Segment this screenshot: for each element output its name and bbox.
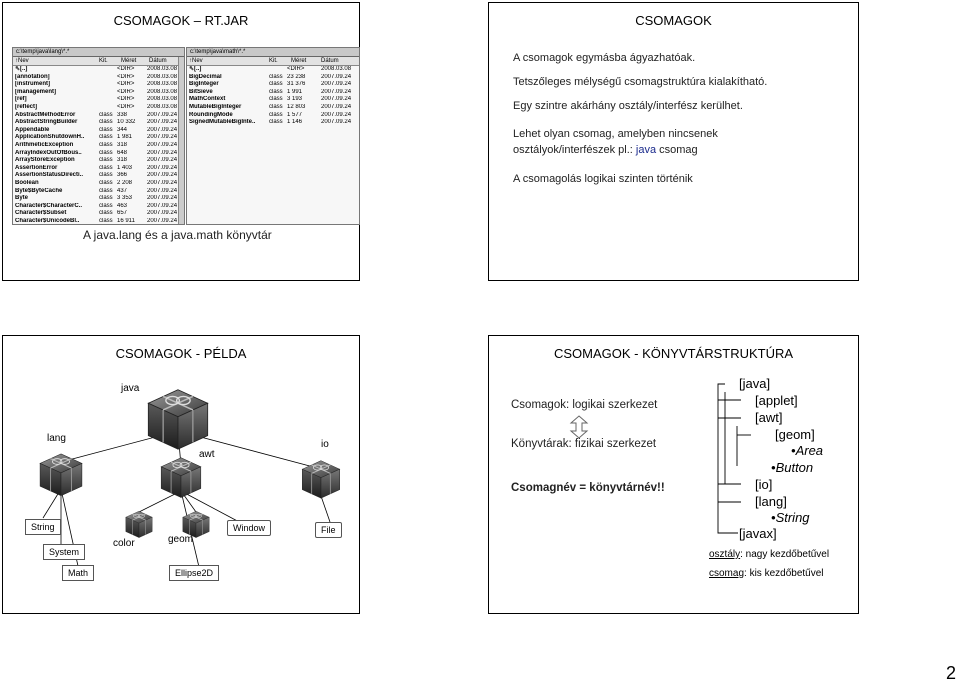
file-row[interactable]	[13, 112, 184, 120]
file-row[interactable]	[13, 165, 184, 173]
file-size: 318	[117, 141, 128, 148]
file-date: 2008.03.08	[147, 81, 178, 88]
col-size[interactable]: Méret	[121, 58, 137, 64]
file-list	[13, 66, 184, 225]
tree-leaf-area: •Area	[791, 443, 824, 458]
class-box-string: String	[25, 519, 61, 535]
file-name: [reflect]	[15, 103, 38, 110]
legend-desc: : kis kezdőbetűvel	[744, 568, 824, 579]
file-size: 12 803	[287, 103, 306, 110]
file-size: 2 208	[117, 179, 133, 186]
file-size: 1 991	[287, 88, 303, 95]
file-ext: class	[99, 134, 113, 141]
slide-title: CSOMAGOK – RT.JAR	[113, 13, 249, 28]
slide-caption: A java.lang és a java.math könyvtár	[83, 228, 272, 242]
file-date: 2008.03.08	[321, 66, 352, 72]
file-ext: class	[99, 195, 113, 202]
naming-rule-text: Csomagnév = könyvtárnév!!	[511, 482, 665, 494]
file-name: AssertionError	[15, 164, 58, 171]
slide-title: CSOMAGOK - PÉLDA	[115, 346, 247, 361]
package-box-lang	[40, 454, 82, 496]
file-row[interactable]	[187, 112, 359, 120]
class-box-window: Window	[227, 520, 271, 536]
file-name: BitSieve	[189, 88, 213, 95]
tree-node-lang: [lang]	[755, 494, 787, 509]
package-label-lang: lang	[47, 433, 66, 444]
file-row[interactable]	[13, 81, 184, 89]
tree-node-applet: [applet]	[755, 393, 798, 408]
package-box-color	[126, 511, 152, 537]
legend-term: csomag	[709, 568, 745, 579]
package-label-java: java	[121, 383, 140, 394]
file-row[interactable]	[187, 81, 359, 89]
file-ext: class	[99, 179, 113, 186]
file-date: 2007.09.24	[147, 126, 178, 133]
file-size: 366	[117, 172, 128, 179]
file-row[interactable]	[13, 104, 184, 112]
tree-node-java: [java]	[739, 376, 771, 391]
file-date: 2007.09.24	[147, 134, 178, 141]
text-line: A csomagok egymásba ágyazhatóak.	[513, 52, 696, 64]
file-size: 31 376	[287, 81, 306, 88]
slide-csomagok	[488, 2, 859, 281]
file-size: 1 403	[117, 164, 133, 171]
file-date: 2008.03.08	[147, 103, 178, 110]
file-date: 2007.09.24	[147, 210, 178, 217]
file-name: ArrayStoreException	[15, 157, 75, 164]
file-date: 2007.09.24	[147, 202, 178, 209]
col-date[interactable]: Dátum	[321, 58, 339, 64]
file-date: 2008.03.08	[147, 88, 178, 95]
file-row[interactable]	[13, 74, 184, 82]
class-box-file: File	[315, 522, 342, 538]
file-date: 2007.09.24	[147, 217, 178, 224]
file-size: 1 146	[287, 119, 303, 126]
file-size: <DIR>	[287, 66, 305, 72]
leaf-label: Button	[775, 460, 814, 475]
file-size: 344	[117, 126, 128, 133]
file-name: BigDecimal	[189, 73, 222, 80]
file-name: [ref]	[15, 96, 27, 103]
package-label-io: io	[321, 439, 329, 450]
col-name[interactable]: ↑Nev	[15, 58, 29, 64]
col-ext[interactable]: Kit.	[99, 58, 108, 64]
file-row[interactable]	[13, 66, 184, 74]
file-name: Boolean	[15, 179, 39, 186]
file-size: <DIR>	[117, 88, 135, 95]
text-part: osztályok/interfészek pl.:	[513, 144, 633, 156]
file-row[interactable]	[13, 188, 184, 196]
file-row[interactable]	[13, 180, 184, 188]
file-size: 648	[117, 149, 128, 156]
file-date: 2007.09.24	[321, 88, 352, 95]
file-date: 2008.03.08	[147, 73, 178, 80]
file-date: 2007.09.24	[321, 111, 352, 118]
file-row[interactable]	[13, 218, 184, 225]
file-size: 1 981	[117, 134, 133, 141]
legend-desc: : nagy kezdőbetűvel	[740, 549, 830, 560]
file-row[interactable]	[187, 66, 359, 74]
file-ext: class	[99, 141, 113, 148]
file-row[interactable]	[13, 203, 184, 211]
file-row[interactable]	[13, 172, 184, 180]
file-row[interactable]	[13, 150, 184, 158]
text-line: Lehet olyan csomag, amelyben nincsenek	[513, 128, 718, 140]
col-ext[interactable]: Kit.	[269, 58, 278, 64]
panel-header	[13, 57, 184, 66]
file-name: [instrument]	[15, 81, 50, 88]
file-name: MutableBigInteger	[189, 103, 242, 110]
physical-structure-text: Könyvtárak: fizikai szerkezet	[511, 438, 657, 450]
slide-rt-jar	[2, 2, 360, 281]
panel-path: c:\temp\java\math\*.*	[187, 48, 359, 57]
file-date: 2007.09.24	[147, 157, 178, 164]
file-size: <DIR>	[117, 73, 135, 80]
file-size: 16 911	[117, 217, 135, 224]
file-name: RoundingMode	[189, 111, 233, 118]
file-ext: class	[269, 111, 283, 118]
file-row[interactable]	[187, 104, 359, 112]
tree-node-javax: [javax]	[739, 526, 777, 541]
file-size: <DIR>	[117, 81, 135, 88]
file-date: 2007.09.24	[321, 103, 352, 110]
file-ext: class	[99, 202, 113, 209]
legend-term: osztály	[709, 549, 741, 560]
file-name: Byte$ByteCache	[15, 187, 63, 194]
file-name: Character$CharacterC..	[15, 202, 83, 209]
file-size: 10 332	[117, 119, 136, 126]
text-line: A csomagolás logikai szinten történik	[513, 173, 693, 185]
file-size: 3 193	[287, 96, 303, 103]
file-name: [annotation]	[15, 73, 50, 80]
file-ext: class	[99, 164, 113, 171]
file-ext: class	[269, 103, 283, 110]
file-row[interactable]	[13, 195, 184, 203]
file-date: 2007.09.24	[147, 149, 178, 156]
file-ext: class	[269, 81, 283, 88]
package-label-geom: geom	[168, 534, 194, 545]
file-name: ⇖[..]	[15, 66, 28, 72]
file-row[interactable]	[13, 127, 184, 135]
package-label-color: color	[113, 538, 135, 549]
file-row[interactable]	[187, 89, 359, 97]
col-size[interactable]: Méret	[291, 58, 307, 64]
file-name: [management]	[15, 88, 57, 95]
slide-title: CSOMAGOK	[635, 13, 712, 28]
class-box-system: System	[43, 544, 85, 560]
file-name: MathContext	[189, 96, 226, 103]
file-ext: class	[99, 119, 113, 126]
file-row[interactable]	[13, 89, 184, 97]
file-size: 1 577	[287, 111, 303, 118]
slide-title: CSOMAGOK - KÖNYVTÁRSTRUKTÚRA	[553, 346, 794, 361]
file-ext: class	[269, 119, 283, 126]
package-box-java	[148, 390, 207, 449]
tree-node-awt: [awt]	[755, 410, 783, 425]
file-row[interactable]	[187, 119, 359, 127]
file-name: AbstractMethodError	[15, 111, 76, 118]
file-date: 2007.09.24	[147, 179, 178, 186]
file-name: AssertionStatusDirecti..	[15, 172, 84, 179]
file-size: 463	[117, 202, 128, 209]
file-date: 2007.09.24	[147, 195, 178, 202]
file-size: 437	[117, 187, 128, 194]
class-box-ellipse2d: Ellipse2D	[169, 565, 219, 581]
file-date: 2008.03.08	[147, 66, 178, 72]
file-date: 2007.09.24	[321, 73, 352, 80]
text-part: csomag	[659, 144, 698, 156]
code-keyword: java	[635, 144, 657, 156]
leaf-label: String	[775, 510, 810, 525]
col-date[interactable]: Dátum	[149, 58, 167, 64]
file-ext: class	[99, 217, 113, 224]
col-name[interactable]: ↑Nev	[189, 58, 203, 64]
file-ext: class	[99, 210, 113, 217]
file-name: Byte	[15, 195, 29, 202]
file-date: 2007.09.24	[147, 187, 178, 194]
file-panel-math	[186, 47, 360, 225]
file-date: 2007.09.24	[147, 141, 178, 148]
text-line: Egy szintre akárhány osztály/interfész kerülhet.	[513, 100, 743, 112]
text-line: Tetszőleges mélységű csomagstruktúra kialakítható.	[513, 76, 768, 88]
file-name: ApplicationShutdownH..	[15, 134, 85, 141]
legend-package	[709, 568, 824, 579]
file-size: 338	[117, 111, 128, 118]
file-size: 23 238	[287, 73, 306, 80]
slide-konyvtarstruktura	[488, 335, 859, 614]
panel-path: c:\temp\java\lang\*.*	[13, 48, 184, 57]
package-label-awt: awt	[199, 449, 215, 460]
file-ext: class	[99, 187, 113, 194]
file-date: 2007.09.24	[321, 96, 352, 103]
file-size: 3 353	[117, 195, 133, 202]
file-row[interactable]	[13, 157, 184, 165]
tree-node-io: [io]	[755, 477, 773, 492]
file-name: Appendable	[15, 126, 50, 133]
file-panel-lang	[12, 47, 185, 225]
page-number: 2	[945, 663, 956, 683]
file-name: SignedMutableBigInte..	[189, 119, 256, 126]
file-row[interactable]	[13, 134, 184, 142]
file-size: <DIR>	[117, 66, 135, 72]
file-name: Character$Subset	[15, 210, 67, 217]
legend-class	[709, 549, 829, 560]
file-ext: class	[269, 73, 283, 80]
file-size: 657	[117, 210, 128, 217]
file-date: 2007.09.24	[321, 81, 352, 88]
file-name: AbstractStringBuilder	[15, 119, 78, 126]
tree-node-geom: [geom]	[775, 427, 815, 442]
leaf-label: Area	[795, 443, 824, 458]
file-size: <DIR>	[117, 96, 135, 103]
file-ext: class	[99, 172, 113, 179]
slide-pelda	[2, 335, 360, 614]
file-name: ArithmeticException	[15, 141, 74, 148]
file-row[interactable]	[13, 96, 184, 104]
file-row[interactable]	[13, 210, 184, 218]
file-date: 2007.09.24	[147, 164, 178, 171]
file-size: 318	[117, 157, 128, 164]
tree-leaf-button: •Button	[771, 460, 814, 475]
package-box-io	[302, 461, 339, 498]
file-row[interactable]	[187, 96, 359, 104]
package-box-awt	[161, 458, 201, 498]
logical-structure-text: Csomagok: logikai szerkezet	[511, 399, 658, 411]
file-date: 2007.09.24	[321, 119, 352, 126]
file-ext: class	[99, 157, 113, 164]
file-date: 2008.03.08	[147, 96, 178, 103]
file-name: ArrayIndexOutOfBous..	[15, 149, 82, 156]
file-ext: class	[99, 149, 113, 156]
file-row[interactable]	[13, 142, 184, 150]
file-name: ⇖[..]	[189, 66, 202, 72]
panel-header	[187, 57, 359, 66]
file-ext: class	[99, 126, 113, 133]
tree-leaf-string: •String	[771, 510, 810, 525]
file-row[interactable]	[187, 74, 359, 82]
file-name: BigInteger	[189, 81, 219, 88]
file-ext: class	[99, 111, 113, 118]
file-list	[187, 66, 359, 127]
scrollbar[interactable]	[178, 57, 184, 224]
file-date: 2007.09.24	[147, 111, 178, 118]
text-line	[513, 143, 698, 158]
file-size: <DIR>	[117, 103, 135, 110]
class-box-math: Math	[62, 565, 94, 581]
file-ext: class	[269, 96, 283, 103]
file-ext: class	[269, 88, 283, 95]
file-name: Character$UnicodeBl..	[15, 217, 80, 224]
file-row[interactable]	[13, 119, 184, 127]
file-date: 2007.09.24	[147, 172, 178, 179]
file-date: 2007.09.24	[147, 119, 178, 126]
